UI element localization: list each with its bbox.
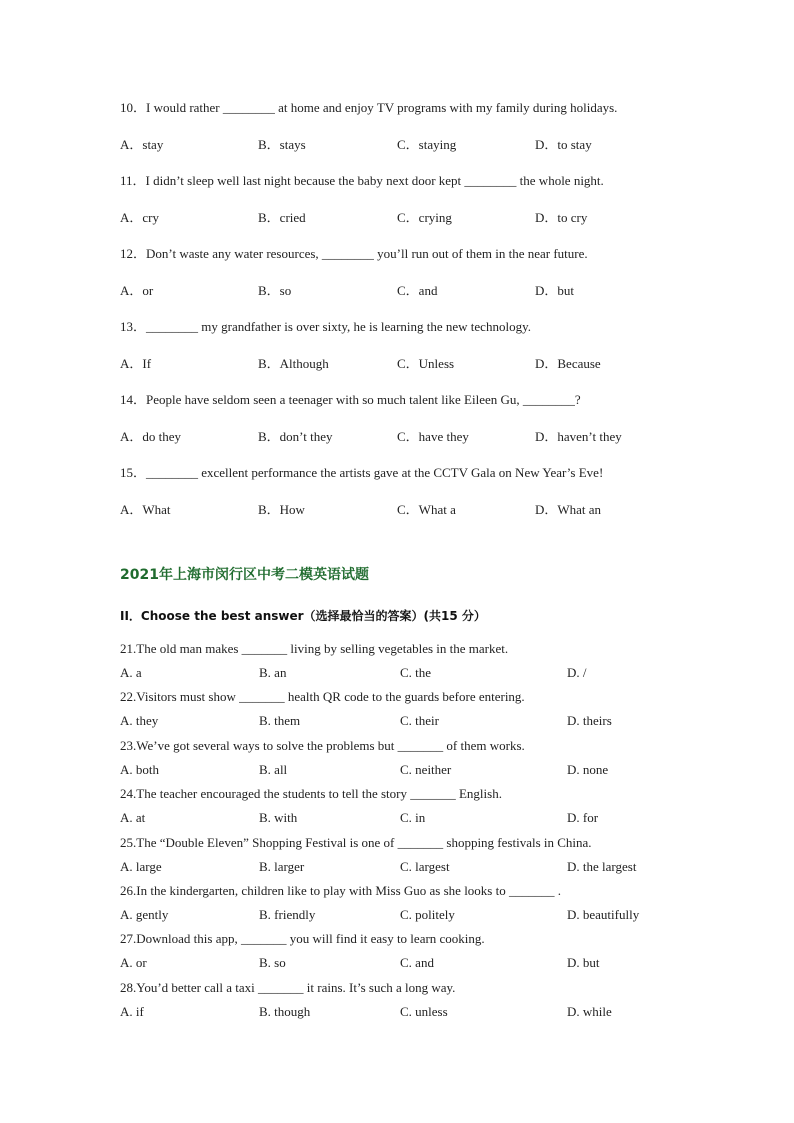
option-b: B．cried (258, 209, 306, 225)
option-c: C. unless (400, 1003, 448, 1019)
option-a: A. at (120, 810, 146, 826)
section-instruction: II．Choose the best answer（选择最恰当的答案）(共15 分） (120, 609, 486, 623)
option-c: C．and (397, 282, 438, 298)
option-d: D. while (567, 1003, 612, 1019)
option-a: A．What (120, 501, 171, 517)
option-a: A. they (120, 713, 159, 729)
option-b: B. an (259, 665, 287, 680)
option-a: A. if (120, 1003, 144, 1019)
option-c: C．What a (397, 501, 456, 517)
option-b: B. them (259, 713, 301, 729)
option-d: D．Because (535, 355, 601, 371)
option-b: B. though (259, 1003, 311, 1019)
option-b: B. larger (259, 858, 305, 874)
question-15: 15．________ excellent performance the artists gave at the CCTV Gala on New Year’s Eve! (120, 465, 604, 480)
options-26 (120, 905, 740, 925)
question-27: 27.Download this app, _______ you will find it easy to learn cooking. (120, 931, 485, 947)
options-27 (120, 953, 740, 973)
options-21 (120, 663, 740, 683)
option-a: A．cry (120, 209, 159, 225)
option-a: A．stay (120, 136, 164, 152)
option-b: B. all (259, 761, 288, 777)
option-d: D．to cry (535, 209, 588, 225)
option-d: D．but (535, 282, 575, 298)
options-23 (120, 760, 740, 780)
option-d: D. theirs (567, 713, 612, 729)
option-a: A. a (120, 665, 142, 680)
option-b: B．don’t they (258, 428, 333, 444)
option-d: D．What an (535, 501, 602, 517)
options-14 (120, 427, 740, 447)
option-d: D. / (567, 665, 587, 680)
options-28 (120, 1002, 740, 1022)
options-22 (120, 711, 740, 731)
option-d: D. beautifully (567, 906, 640, 922)
option-c: C. their (400, 713, 439, 729)
option-a: A. or (120, 955, 147, 971)
section-title: 2021年上海市闵行区中考二模英语试题 (120, 567, 369, 583)
option-c: C. politely (400, 906, 455, 922)
option-a: A．do they (120, 428, 182, 444)
option-c: C. neither (400, 761, 452, 777)
question-23: 23.We’ve got several ways to solve the problems but _______ of them works. (120, 737, 525, 753)
question-25: 25.The “Double Eleven” Shopping Festival is one of _______ shopping festivals in China. (120, 834, 592, 850)
question-14: 14．People have seldom seen a teenager with so much talent like Eileen Gu, ________? (120, 392, 581, 407)
options-15 (120, 500, 740, 520)
option-d: D. but (567, 955, 600, 971)
options-11 (120, 208, 740, 228)
question-group-21-28 (120, 639, 740, 1026)
option-b: B. friendly (259, 906, 316, 922)
option-a: A．or (120, 282, 154, 298)
option-c: C. largest (400, 858, 450, 874)
question-10: 10．I would rather ________ at home and enjoy TV programs with my family during holidays. (120, 100, 618, 115)
option-d: D. for (567, 810, 599, 826)
options-12 (120, 281, 740, 301)
options-10 (120, 135, 740, 155)
option-c: C．crying (397, 209, 452, 225)
question-21: 21.The old man makes _______ living by selling vegetables in the market. (120, 641, 509, 656)
option-c: C. and (400, 955, 434, 971)
options-24 (120, 808, 740, 828)
option-b: B．so (258, 282, 292, 298)
option-b: B．How (258, 501, 305, 517)
option-c: C．staying (397, 136, 457, 152)
question-26: 26.In the kindergarten, children like to play with Miss Guo as she looks to _______ . (120, 882, 561, 898)
option-b: B．stays (258, 136, 306, 152)
option-c: C. the (400, 665, 432, 680)
option-d: D．haven’t they (535, 428, 622, 444)
option-a: A. both (120, 761, 159, 777)
question-28: 28.You’d better call a taxi _______ it rains. It’s such a long way. (120, 979, 456, 995)
question-11: 11．I didn’t sleep well last night because the baby next door kept ________ the whole night. (120, 173, 604, 188)
option-c: C．Unless (397, 355, 455, 371)
question-group-10-15 (120, 98, 740, 536)
question-12: 12．Don’t waste any water resources, ________ you’ll run out of them in the near future. (120, 246, 588, 261)
options-25 (120, 857, 740, 877)
question-22: 22.Visitors must show _______ health QR code to the guards before entering. (120, 689, 525, 705)
question-13: 13．________ my grandfather is over sixty, he is learning the new technology. (120, 319, 531, 334)
option-c: C．have they (397, 428, 469, 444)
option-d: D. none (567, 761, 609, 777)
option-d: D. the largest (567, 858, 637, 874)
option-a: A. large (120, 858, 162, 874)
option-b: B. so (259, 955, 286, 971)
question-24: 24.The teacher encouraged the students to tell the story _______ English. (120, 786, 502, 802)
option-d: D．to stay (535, 136, 592, 152)
option-a: A. gently (120, 906, 169, 922)
option-c: C. in (400, 810, 426, 826)
option-b: B. with (259, 810, 298, 826)
options-13 (120, 354, 740, 374)
option-b: B．Although (258, 355, 329, 371)
option-a: A．If (120, 355, 152, 371)
